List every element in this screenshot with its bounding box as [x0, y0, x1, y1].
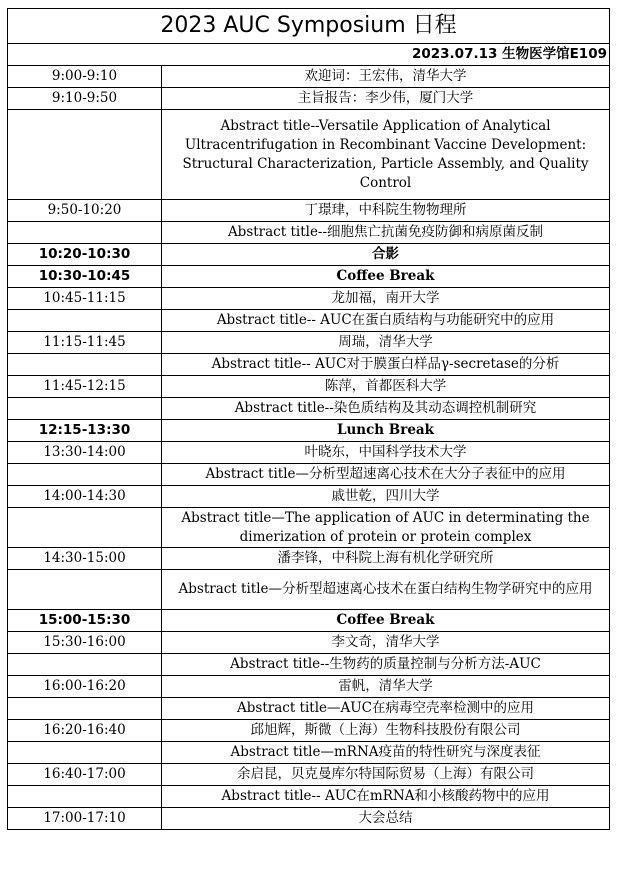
schedule-row [8, 332, 610, 354]
schedule-row [8, 222, 610, 244]
session-cell: Coffee Break [162, 610, 610, 632]
schedule-row [8, 742, 610, 764]
schedule-row [8, 548, 610, 570]
session-cell: Abstract title--Versatile Application of Analytical Ultracentrifugation in Recombinant Vaccine Development: Structural Characterization, Particle Assembly, and Quality Control [162, 110, 610, 200]
time-cell [8, 398, 162, 420]
session-cell: Lunch Break [162, 420, 610, 442]
time-cell: 10:20-10:30 [8, 244, 162, 266]
session-cell: 潘李锋，中科院上海有机化学研究所 [162, 548, 610, 570]
schedule-row [8, 720, 610, 742]
session-cell: Abstract title—The application of AUC in determinating the dimerization of protein or protein complex [162, 508, 610, 548]
session-cell: Abstract title--染色质结构及其动态调控机制研究 [162, 398, 610, 420]
page-title: 2023 AUC Symposium 日程 [8, 9, 610, 44]
time-cell [8, 508, 162, 548]
time-cell [8, 570, 162, 610]
time-cell [8, 354, 162, 376]
time-cell [8, 310, 162, 332]
schedule-row [8, 676, 610, 698]
time-cell: 11:45-12:15 [8, 376, 162, 398]
session-cell: Abstract title—分析型超速离心技术在大分子表征中的应用 [162, 464, 610, 486]
schedule-row [8, 808, 610, 830]
session-cell: 龙加福，南开大学 [162, 288, 610, 310]
time-cell: 14:30-15:00 [8, 548, 162, 570]
session-cell: Abstract title—分析型超速离心技术在蛋白结构生物学研究中的应用 [162, 570, 610, 610]
session-cell: 大会总结 [162, 808, 610, 830]
session-cell: Abstract title—AUC在病毒空壳率检测中的应用 [162, 698, 610, 720]
schedule-table [7, 8, 610, 830]
schedule-row [8, 486, 610, 508]
session-cell: Coffee Break [162, 266, 610, 288]
session-cell: 合影 [162, 244, 610, 266]
schedule-row [8, 632, 610, 654]
session-cell: 李文奇，清华大学 [162, 632, 610, 654]
schedule-row [8, 354, 610, 376]
schedule-row [8, 442, 610, 464]
time-cell [8, 742, 162, 764]
schedule-row [8, 200, 610, 222]
time-cell: 16:00-16:20 [8, 676, 162, 698]
time-cell: 9:00-9:10 [8, 66, 162, 88]
session-cell: 余启昆，贝克曼库尔特国际贸易（上海）有限公司 [162, 764, 610, 786]
subtitle-row [8, 44, 610, 66]
time-cell [8, 654, 162, 676]
time-cell: 16:40-17:00 [8, 764, 162, 786]
title-row [8, 9, 610, 44]
time-cell: 12:15-13:30 [8, 420, 162, 442]
time-cell [8, 222, 162, 244]
session-cell: 欢迎词：王宏伟，清华大学 [162, 66, 610, 88]
time-cell: 9:10-9:50 [8, 88, 162, 110]
time-cell: 11:15-11:45 [8, 332, 162, 354]
time-cell: 10:45-11:15 [8, 288, 162, 310]
date-venue: 2023.07.13 生物医学馆E109 [8, 44, 610, 66]
schedule-row [8, 654, 610, 676]
session-cell: 主旨报告：李少伟，厦门大学 [162, 88, 610, 110]
schedule-row [8, 420, 610, 442]
session-cell: Abstract title-- AUC在mRNA和小核酸药物中的应用 [162, 786, 610, 808]
time-cell [8, 786, 162, 808]
time-cell: 15:00-15:30 [8, 610, 162, 632]
session-cell: 陈萍，首都医科大学 [162, 376, 610, 398]
schedule-row [8, 508, 610, 548]
schedule-row [8, 698, 610, 720]
time-cell: 9:50-10:20 [8, 200, 162, 222]
time-cell: 14:00-14:30 [8, 486, 162, 508]
session-cell: Abstract title-- AUC在蛋白质结构与功能研究中的应用 [162, 310, 610, 332]
schedule-row [8, 244, 610, 266]
schedule-row [8, 310, 610, 332]
session-cell: 周瑞，清华大学 [162, 332, 610, 354]
session-cell: 戚世乾，四川大学 [162, 486, 610, 508]
schedule-row [8, 464, 610, 486]
time-cell [8, 110, 162, 200]
schedule-row [8, 376, 610, 398]
session-cell: 丁璟珒，中科院生物物理所 [162, 200, 610, 222]
schedule-row [8, 398, 610, 420]
time-cell: 10:30-10:45 [8, 266, 162, 288]
schedule-row [8, 786, 610, 808]
schedule-row [8, 66, 610, 88]
schedule-row [8, 570, 610, 610]
session-cell: Abstract title--生物药的质量控制与分析方法-AUC [162, 654, 610, 676]
schedule-row [8, 110, 610, 200]
time-cell: 15:30-16:00 [8, 632, 162, 654]
schedule-row [8, 88, 610, 110]
session-cell: Abstract title—mRNA疫苗的特性研究与深度表征 [162, 742, 610, 764]
session-cell: 邱旭辉，斯微（上海）生物科技股份有限公司 [162, 720, 610, 742]
time-cell [8, 464, 162, 486]
session-cell: Abstract title--细胞焦亡抗菌免疫防御和病原菌反制 [162, 222, 610, 244]
schedule-row [8, 266, 610, 288]
schedule-row [8, 288, 610, 310]
schedule-row [8, 610, 610, 632]
time-cell: 16:20-16:40 [8, 720, 162, 742]
time-cell [8, 698, 162, 720]
session-cell: 雷帆，清华大学 [162, 676, 610, 698]
time-cell: 13:30-14:00 [8, 442, 162, 464]
session-cell: 叶晓东，中国科学技术大学 [162, 442, 610, 464]
time-cell: 17:00-17:10 [8, 808, 162, 830]
schedule-row [8, 764, 610, 786]
session-cell: Abstract title-- AUC对于膜蛋白样品γ-secretase的分析 [162, 354, 610, 376]
